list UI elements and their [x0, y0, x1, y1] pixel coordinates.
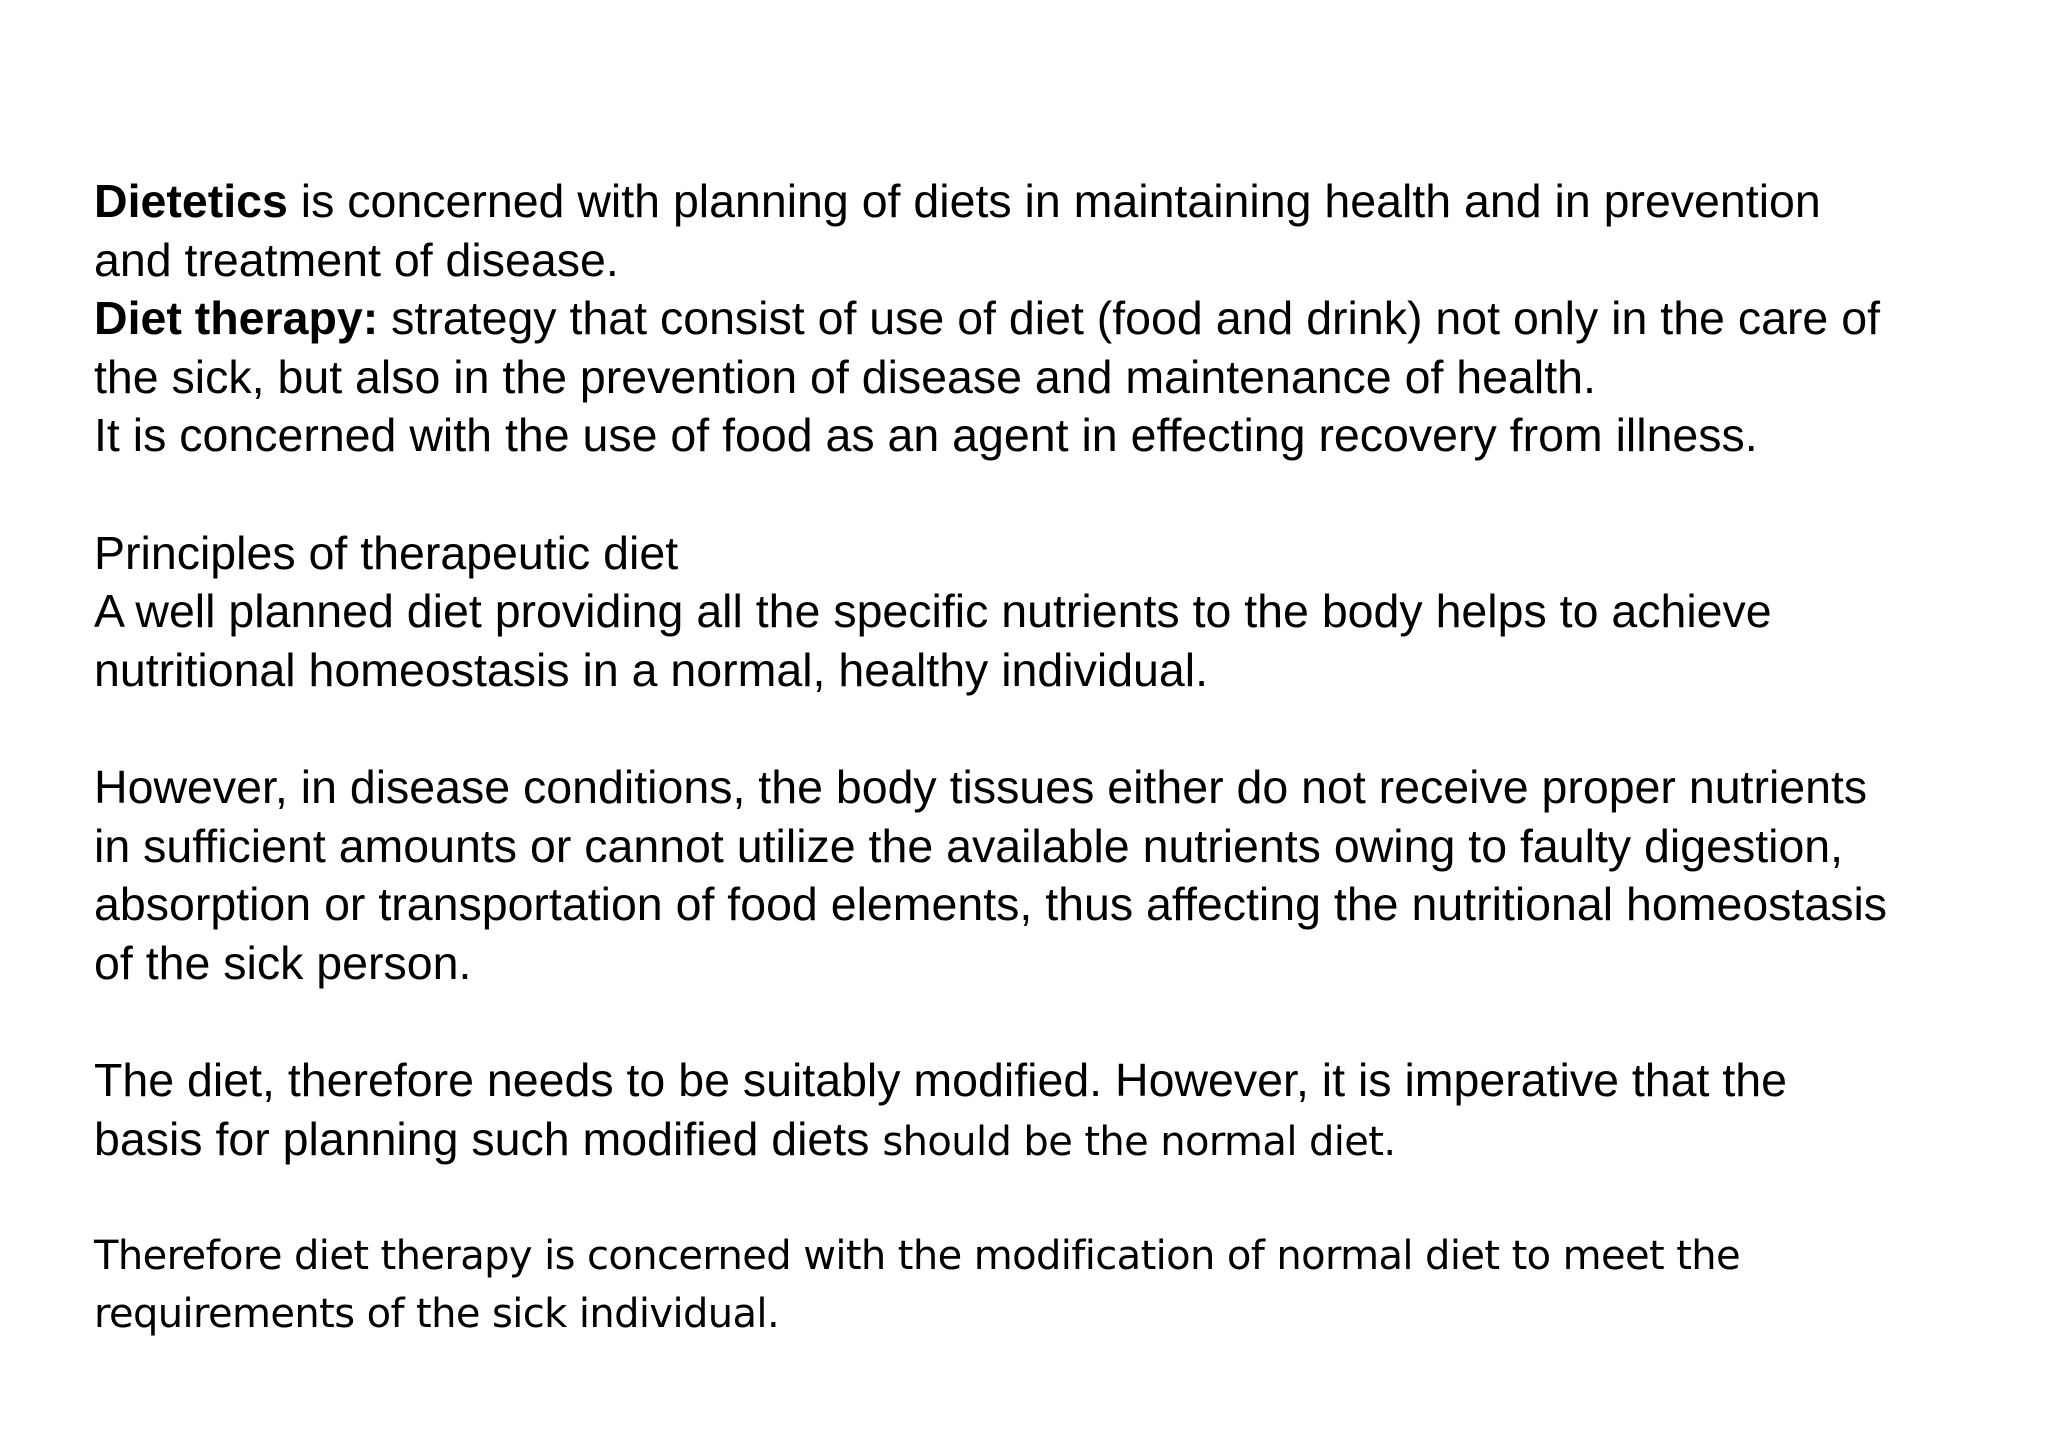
dietetics-line-2: and treatment of disease.	[94, 233, 619, 286]
diet-therapy-term: Diet therapy:	[94, 292, 379, 345]
dietetics-definition: is concerned with planning of diets in maintaining health and in prevention	[287, 175, 1821, 227]
slide-body-text	[94, 172, 2014, 1344]
however-line-2: in sufficient amounts or cannot utilize the available nutrients owing to faulty digestion,	[94, 819, 1844, 872]
modified-line-2	[94, 1110, 2014, 1169]
paragraph-gap	[94, 1168, 2014, 1227]
modified-line-2-part-a: basis for planning such modified diets	[94, 1112, 883, 1165]
dietetics-line-1	[94, 172, 2014, 231]
however-line-3: absorption or transportation of food elements, thus affecting the nutritional homeostasis	[94, 878, 1888, 931]
modified-line-1: The diet, therefore needs to be suitably modified. However, it is imperative that the	[94, 1053, 1787, 1106]
however-line-4: of the sick person.	[94, 936, 472, 989]
however-line-1: However, in disease conditions, the body tissues either do not receive proper nutrients	[94, 760, 1868, 813]
dietetics-term: Dietetics	[94, 175, 288, 227]
paragraph-gap	[94, 465, 2014, 524]
principles-line-1: A well planned diet providing all the specific nutrients to the body helps to achieve	[94, 585, 1772, 638]
modified-line-2-part-b: should be the normal diet.	[882, 1118, 1396, 1165]
conclusion-line-1: Therefore diet therapy is concerned with the modification of normal diet to meet the	[94, 1232, 1741, 1279]
principles-line-2: nutritional homeostasis in a normal, healthy individual.	[94, 643, 1209, 696]
conclusion-line-2: requirements of the sick individual.	[94, 1291, 780, 1338]
paragraph-gap	[94, 992, 2014, 1051]
diet-therapy-definition: strategy that consist of use of diet (food and drink) not only in the care of	[378, 292, 1880, 345]
paragraph-gap	[94, 699, 2014, 758]
principles-heading: Principles of therapeutic diet	[94, 526, 679, 579]
diet-therapy-line-3: It is concerned with the use of food as an agent in effecting recovery from illness.	[94, 409, 1758, 462]
diet-therapy-line-1	[94, 289, 2014, 348]
diet-therapy-line-2: the sick, but also in the prevention of disease and maintenance of health.	[94, 350, 1596, 403]
